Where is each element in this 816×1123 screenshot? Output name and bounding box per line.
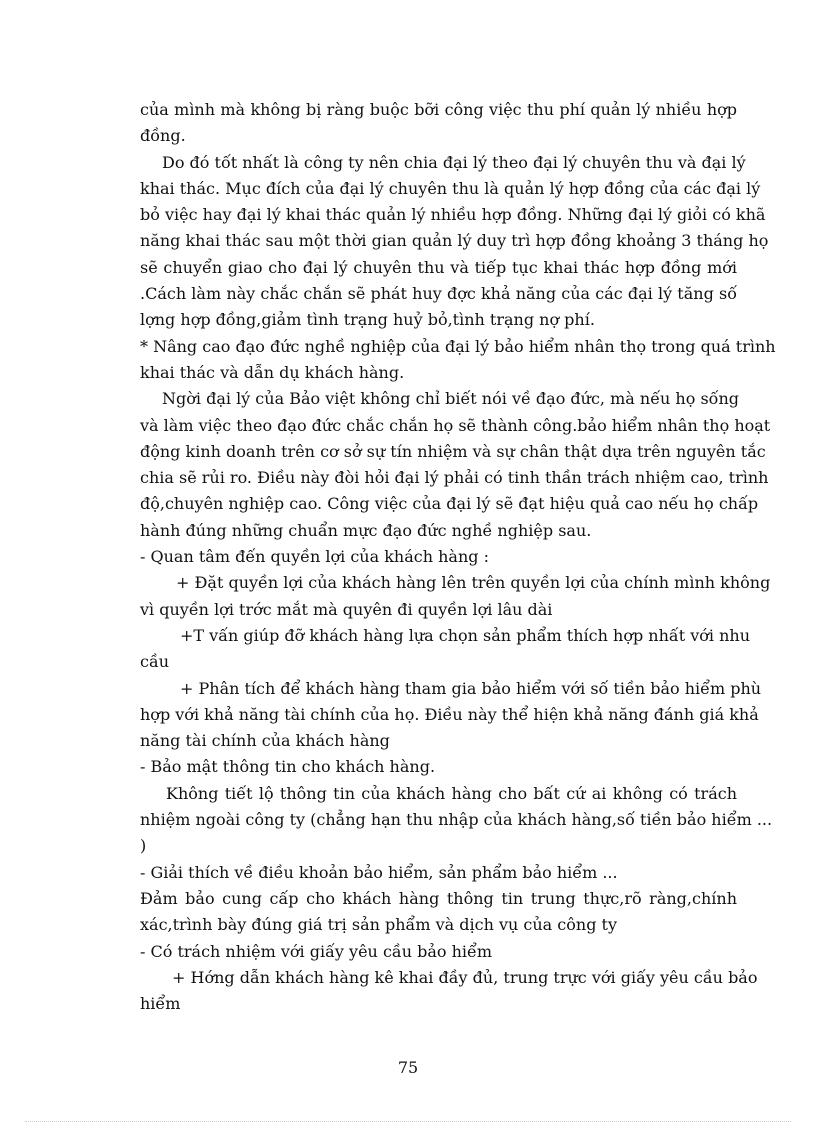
- text-line: năng tài chính của khách hàng: [140, 731, 390, 751]
- text-line: +T vấn giúp đỡ khách hàng lựa chọn sản phẩm thích hợp nhất với nhu: [180, 625, 750, 645]
- text-line: cầu: [140, 652, 170, 672]
- text-line: khai thác và dẫn dụ khách hàng.: [140, 362, 405, 382]
- page-bottom-divider: [25, 1121, 791, 1122]
- text-line: .Cách làm này chắc chắn sẽ phát huy đợc khả năng của các đại lý tăng số: [140, 284, 737, 304]
- text-line: hiểm: [140, 994, 181, 1014]
- text-line: hợp với khả năng tài chính của họ. Điều này thể hiện khả năng đánh giá khả: [140, 704, 759, 724]
- text-line: Đảm bảo cung cấp cho khách hàng thông tin trung thực,rõ ràng,chính: [140, 888, 737, 908]
- text-line: Ngời đại lý của Bảo việt không chỉ biết nói về đạo đức, mà nếu họ sống: [162, 389, 739, 409]
- text-line: sẽ chuyển giao cho đại lý chuyên thu và tiếp tục khai thác hợp đồng mới: [140, 257, 737, 277]
- text-line: + Đặt quyền lợi của khách hàng lên trên quyền lợi của chính mình không: [176, 573, 771, 593]
- text-line: chia sẽ rủi ro. Điều này đòi hỏi đại lý phải có tinh thần trách nhiệm cao, trình: [140, 468, 769, 488]
- text-line: hành đúng những chuẩn mực đạo đức nghề nghiệp sau.: [140, 520, 592, 540]
- text-line: + Hớng dẫn khách hàng kê khai đầy đủ, trung trực với giấy yêu cầu bảo: [172, 967, 758, 987]
- text-line: - Bảo mật thông tin cho khách hàng.: [140, 757, 436, 777]
- text-line: xác,trình bày đúng giá trị sản phẩm và dịch vụ của công ty: [140, 915, 617, 935]
- text-line: - Giải thích về điều khoản bảo hiểm, sản phẩm bảo hiểm ...: [140, 862, 618, 882]
- text-line: năng khai thác sau một thời gian quản lý duy trì hợp đồng khoảng 3 tháng họ: [140, 231, 769, 251]
- page-number: 75: [397, 1058, 419, 1077]
- text-line: lợng hợp đồng,giảm tình trạng huỷ bỏ,tình trạng nợ phí.: [140, 310, 595, 330]
- text-line: nhiệm ngoài công ty (chẳng hạn thu nhập của khách hàng,số tiền bảo hiểm ...: [140, 810, 773, 830]
- text-line: của mình mà không bị ràng buộc bỡi công việc thu phí quản lý nhiều hợp: [140, 100, 737, 119]
- text-line: độ,chuyên nghiệp cao. Công việc của đại lý sẽ đạt hiệu quả cao nếu họ chấp: [140, 494, 759, 514]
- text-line: - Có trách nhiệm với giấy yêu cầu bảo hiểm: [140, 941, 493, 961]
- text-line: khai thác. Mục đích của đại lý chuyên thu là quản lý hợp đồng của các đại lý: [140, 178, 761, 198]
- text-line: và làm việc theo đạo đức chắc chắn họ sẽ thành công.bảo hiểm nhân thọ hoạt: [140, 415, 771, 435]
- text-line: + Phân tích để khách hàng tham gia bảo hiểm với số tiền bảo hiểm phù: [180, 678, 762, 698]
- text-line: bỏ việc hay đại lý khai thác quản lý nhiều hợp đồng. Những đại lý giỏi có khã: [140, 205, 766, 225]
- text-line: ): [140, 836, 147, 856]
- body-text: [140, 97, 776, 1017]
- text-line: Do đó tốt nhất là công ty nên chia đại lý theo đại lý chuyên thu và đại lý: [162, 152, 746, 172]
- text-line: - Quan tâm đến quyền lợi của khách hàng :: [140, 547, 489, 567]
- text-line: Không tiết lộ thông tin của khách hàng cho bất cứ ai không có trách: [166, 783, 737, 803]
- text-line: đồng.: [140, 126, 186, 146]
- text-line: vì quyền lợi trớc mắt mà quyên đi quyền lợi lâu dài: [140, 599, 553, 619]
- text-line: * Nâng cao đạo đức nghề nghiệp của đại lý bảo hiểm nhân thọ trong quá trình: [140, 336, 776, 356]
- text-line: động kinh doanh trên cơ sở sự tín nhiệm và sự chân thật dựa trên nguyên tắc: [140, 441, 766, 461]
